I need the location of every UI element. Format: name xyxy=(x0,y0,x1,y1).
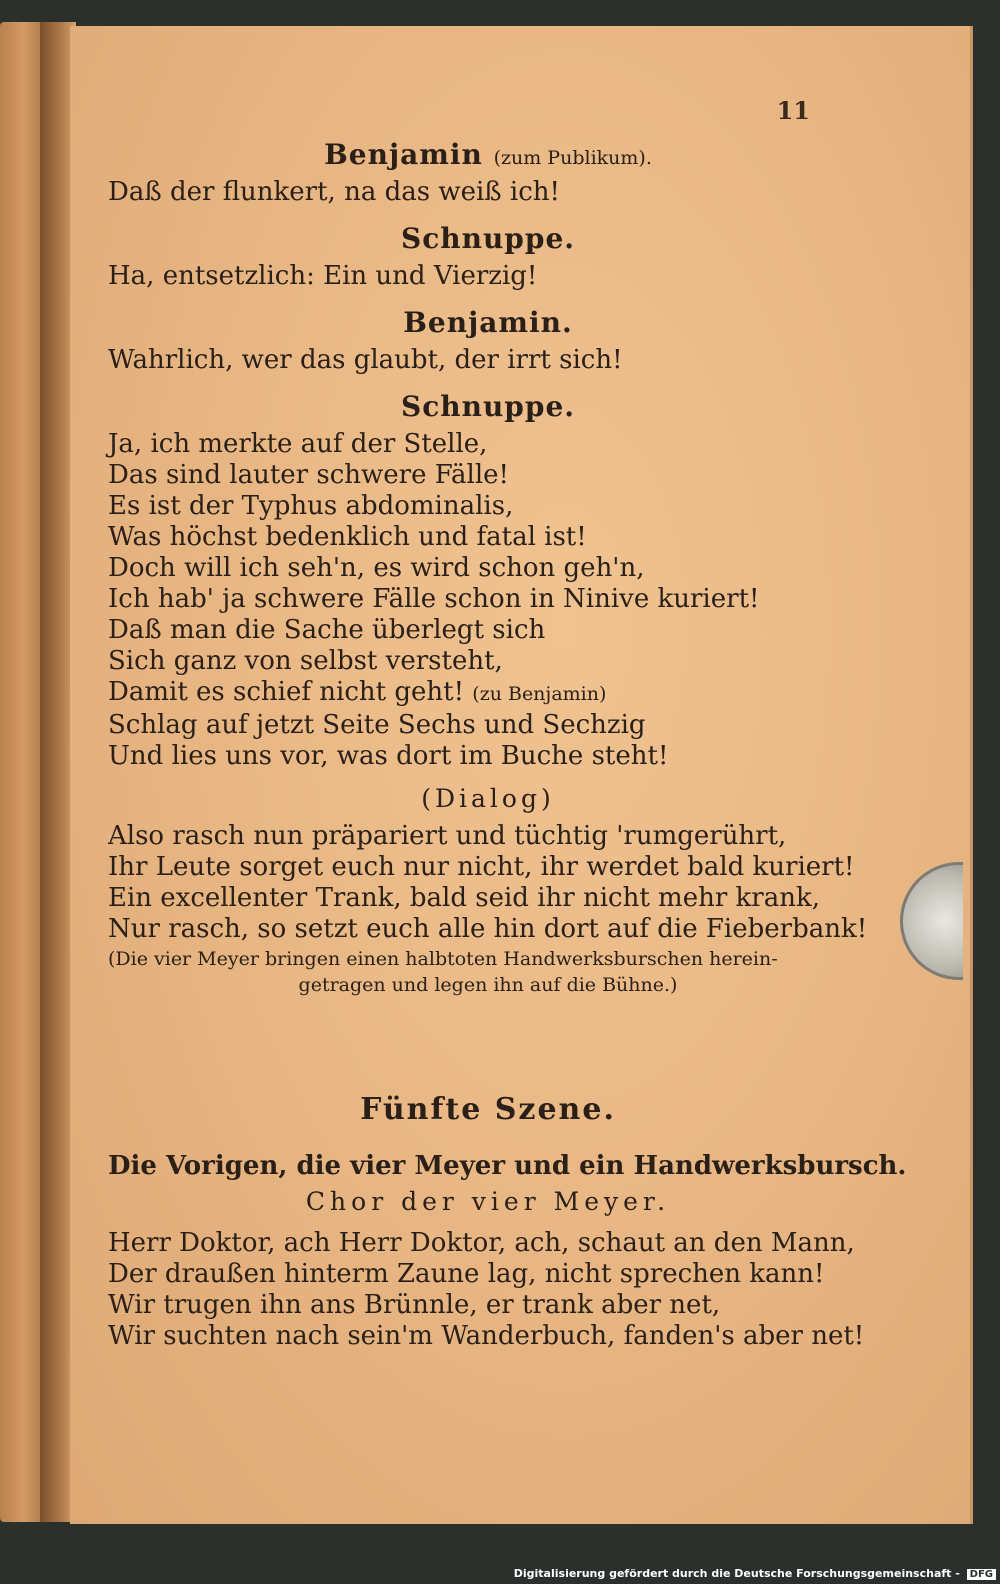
verse-line: Ein excellenter Trank, bald seid ihr nicht mehr krank, xyxy=(108,883,820,913)
verse-line: Nur rasch, so setzt euch alle hin dort auf die Fieberbank! xyxy=(108,914,868,944)
verse-line: Was höchst bedenklich und fatal ist! xyxy=(108,522,587,552)
speaker-name: Benjamin xyxy=(324,138,483,171)
dfg-logo: DFG xyxy=(967,1569,996,1580)
verse-line: Und lies uns vor, was dort im Buche steht! xyxy=(108,741,669,771)
verse-line: Ihr Leute sorget euch nur nicht, ihr werdet bald kuriert! xyxy=(108,852,855,882)
verse-line: Ja, ich merkte auf der Stelle, xyxy=(108,429,488,459)
verse-text: Damit es schief nicht geht! xyxy=(108,677,465,707)
persons-heading: Die Vorigen, die vier Meyer und ein Handwerksbursch. xyxy=(108,1151,907,1181)
speaker-heading: Benjamin. xyxy=(403,306,573,339)
verse-line: Wir trugen ihn ans Brünnle, er trank aber net, xyxy=(108,1290,721,1320)
stage-note: (Die vier Meyer bringen einen halbtoten Handwerksburschen herein- xyxy=(108,948,778,970)
stage-note: getragen und legen ihn auf die Bühne.) xyxy=(298,974,678,996)
stage-direction: (zu Benjamin) xyxy=(472,683,607,705)
text-line: Daß der flunkert, na das weiß ich! xyxy=(108,177,561,207)
speaker-heading: Schnuppe. xyxy=(400,390,576,423)
chorus-heading: Chor der vier Meyer. xyxy=(305,1187,671,1216)
verse-line-with-direction xyxy=(108,677,868,710)
verse-line: Der draußen hinterm Zaune lag, nicht sprechen kann! xyxy=(108,1259,825,1289)
digitization-footer xyxy=(514,1567,996,1580)
page-content xyxy=(108,138,907,1352)
verse-line: Sich ganz von selbst versteht, xyxy=(108,646,503,676)
verse-line: Doch will ich seh'n, es wird schon geh'n, xyxy=(108,553,645,583)
verse-line: Das sind lauter schwere Fälle! xyxy=(108,460,509,490)
verse-line: Herr Doktor, ach Herr Doktor, ach, schaut an den Mann, xyxy=(108,1228,855,1258)
speaker-heading: Schnuppe. xyxy=(400,222,576,255)
verse-line: Es ist der Typhus abdominalis, xyxy=(108,491,514,521)
dialog-marker: (Dialog) xyxy=(421,784,555,813)
stage-direction: (zum Publikum). xyxy=(493,147,652,169)
book-page xyxy=(70,26,973,1524)
footer-text: Digitalisierung gefördert durch die Deutsche Forschungsgemeinschaft - xyxy=(513,1567,960,1580)
verse-line: Ich hab' ja schwere Fälle schon in Ninive kuriert! xyxy=(108,584,760,614)
verse-line: Wir suchten nach sein'm Wanderbuch, fanden's aber net! xyxy=(108,1321,865,1351)
verse-line: Daß man die Sache überlegt sich xyxy=(108,615,546,645)
verse-line: Schlag auf jetzt Seite Sechs und Sechzig xyxy=(108,710,646,740)
text-line: Wahrlich, wer das glaubt, der irrt sich! xyxy=(108,345,623,375)
page-number: 11 xyxy=(776,96,810,125)
scene-title: Fünfte Szene. xyxy=(360,1092,616,1127)
verse-line: Also rasch nun präpariert und tüchtig 'rumgerührt, xyxy=(108,821,787,851)
speaker-heading xyxy=(108,138,868,171)
text-line: Ha, entsetzlich: Ein und Vierzig! xyxy=(108,261,538,291)
